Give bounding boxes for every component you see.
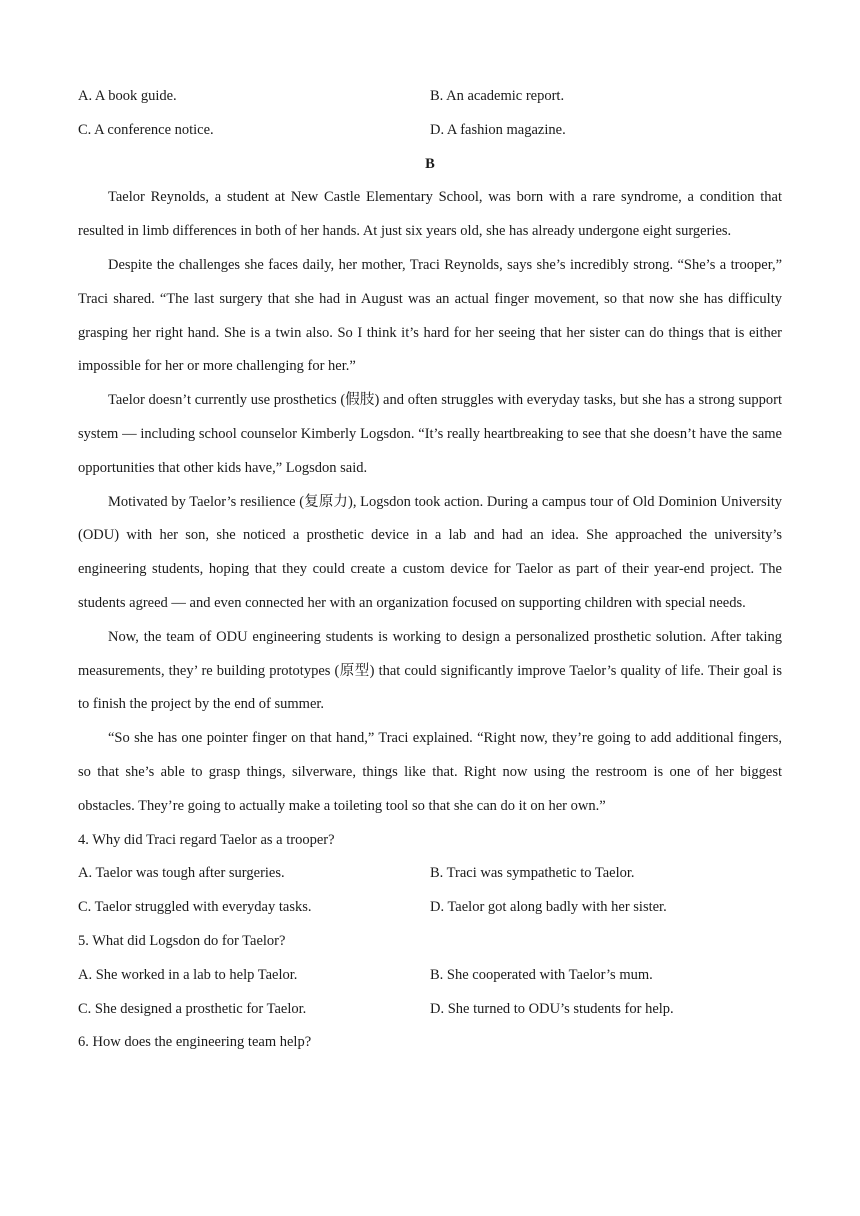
question-5-options-row-1 <box>78 959 782 993</box>
question-5-option-a: A. She worked in a lab to help Taelor. <box>78 966 298 983</box>
question-6-stem: 6. How does the engineering team help? <box>78 1034 312 1051</box>
question-4-option-d: D. Taelor got along badly with her sister. <box>430 899 667 916</box>
question-4-options-row-1 <box>78 857 782 891</box>
question-4-option-a: A. Taelor was tough after surgeries. <box>78 865 285 882</box>
section-title: B <box>425 155 435 172</box>
question-4-options-row-2 <box>78 891 782 925</box>
paragraph-4: Motivated by Taelor’s resilience (复原力), Logsdon took action. During a campus tour of Old Dominion University (ODU) with her son, she noticed a prosthetic device in a lab and had an idea. She approached the university’s engineering students, hoping that they could create a custom device for Taelor as part of their year-end project. The students agreed — and even connected her with an organization focused on supporting children with special needs. <box>78 493 782 611</box>
question-5-options-row-2 <box>78 993 782 1027</box>
document-page <box>78 80 782 1060</box>
prev-options-row-2 <box>78 114 782 148</box>
prev-option-d: D. A fashion magazine. <box>430 121 566 138</box>
question-5-option-d: D. She turned to ODU’s students for help. <box>430 1000 674 1017</box>
prev-options-row-1 <box>78 80 782 114</box>
paragraph-5: Now, the team of ODU engineering students is working to design a personalized prosthetic solution. After taking measurements, they’ re building prototypes (原型) that could significantly improve Taelor’s quality of life. Their goal is to finish the project by the end of summer. <box>78 628 782 713</box>
question-5-stem: 5. What did Logsdon do for Taelor? <box>78 932 286 949</box>
paragraph-3: Taelor doesn’t currently use prosthetics (假肢) and often struggles with everyday tasks, but she has a strong support system — including school counselor Kimberly Logsdon. “It’s really heartbreaking to see that she doesn’t have the same opportunities that other kids have,” Logsdon said. <box>78 392 782 476</box>
paragraph-6: “So she has one pointer finger on that hand,” Traci explained. “Right now, they’re going to add additional fingers, so that she’s able to grasp things, silverware, things like that. Right now using the restroom is one of her biggest obstacles. They’re going to actually make a toileting tool so that she can do it on her own.” <box>78 730 782 814</box>
paragraph-2: Despite the challenges she faces daily, her mother, Traci Reynolds, says she’s incredibly strong. “She’s a trooper,” Traci shared. “The last surgery that she had in August was an actual finger movement, so that now she has difficulty grasping her right hand. She is a twin also. So I think it’s hard for her seeing that her sister can do things that is either impossible for her or more challenging for her.” <box>78 256 782 375</box>
question-4-option-b: B. Traci was sympathetic to Taelor. <box>430 865 635 882</box>
prev-option-a: A. A book guide. <box>78 88 177 104</box>
question-5-option-c: C. She designed a prosthetic for Taelor. <box>78 1000 307 1017</box>
prev-option-c: C. A conference notice. <box>78 121 214 138</box>
prev-option-b: B. An academic report. <box>430 88 565 104</box>
question-4-stem: 4. Why did Traci regard Taelor as a trooper? <box>78 831 335 848</box>
paragraph-1: Taelor Reynolds, a student at New Castle Elementary School, was born with a rare syndrome, a condition that resulted in limb differences in both of her hands. At just six years old, she has already undergone eight surgeries. <box>78 189 782 240</box>
question-4-option-c: C. Taelor struggled with everyday tasks. <box>78 899 312 916</box>
question-5-option-b: B. She cooperated with Taelor’s mum. <box>430 966 653 983</box>
